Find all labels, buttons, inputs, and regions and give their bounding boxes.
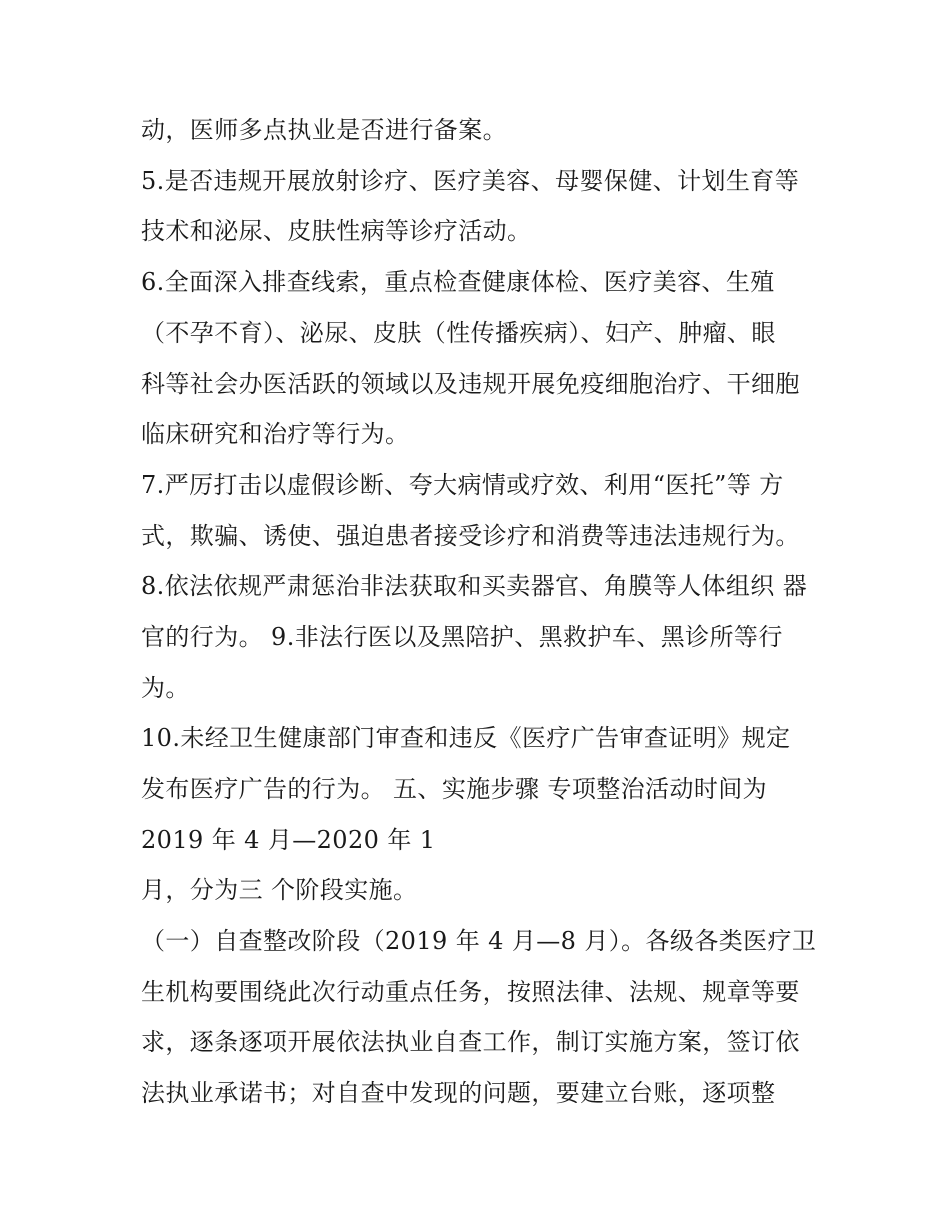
- text-line: （不孕不育）、泌尿、皮肤（性传播疾病）、妇产、肿瘤、眼: [141, 319, 776, 347]
- text-line: 10.未经卫生健康部门审查和违反《医疗广告审查证明》规定: [141, 724, 791, 752]
- text-line: 生机构要围绕此次行动重点任务，按照法律、法规、规章等要: [141, 978, 800, 1006]
- text-line: 求，逐条逐项开展依法执业自查工作，制订实施方案，签订依: [141, 1028, 800, 1056]
- text-line: 6.全面深入排查线索，重点检查健康体检、医疗美容、生殖: [141, 268, 775, 296]
- text-line: 官的行为。 9.非法行医以及黑陪护、黑救护车、黑诊所等行: [141, 623, 783, 651]
- text-line: 科等社会办医活跃的领域以及违规开展免疫细胞治疗、干细胞: [141, 370, 800, 398]
- text-line: 2019 年 4 月—2020 年 1: [141, 826, 436, 854]
- text-line: 动，医师多点执业是否进行备案。: [141, 116, 507, 144]
- text-line: 为。: [141, 674, 190, 702]
- text-line: 7.严厉打击以虚假诊断、夸大病情或疗效、利用“医托”等 方: [141, 471, 784, 499]
- text-line: （一）自查整改阶段（2019 年 4 月—8 月）。各级各类医疗卫: [141, 927, 817, 955]
- text-line: 临床研究和治疗等行为。: [141, 420, 410, 448]
- text-line: 式，欺骗、诱使、强迫患者接受诊疗和消费等违法违规行为。: [141, 522, 800, 550]
- text-line: 8.依法依规严肃惩治非法获取和买卖器官、角膜等人体组织 器: [141, 572, 808, 600]
- text-line: 技术和泌尿、皮肤性病等诊疗活动。: [141, 217, 532, 245]
- text-line: 法执业承诺书；对自查中发现的问题，要建立台账，逐项整: [141, 1079, 776, 1107]
- text-line: 月，分为三 个阶段实施。: [141, 876, 418, 904]
- text-line: 发布医疗广告的行为。 五、实施步骤 专项整治活动时间为: [141, 775, 768, 803]
- text-line: 5.是否违规开展放射诊疗、医疗美容、母婴保健、计划生育等: [141, 167, 800, 195]
